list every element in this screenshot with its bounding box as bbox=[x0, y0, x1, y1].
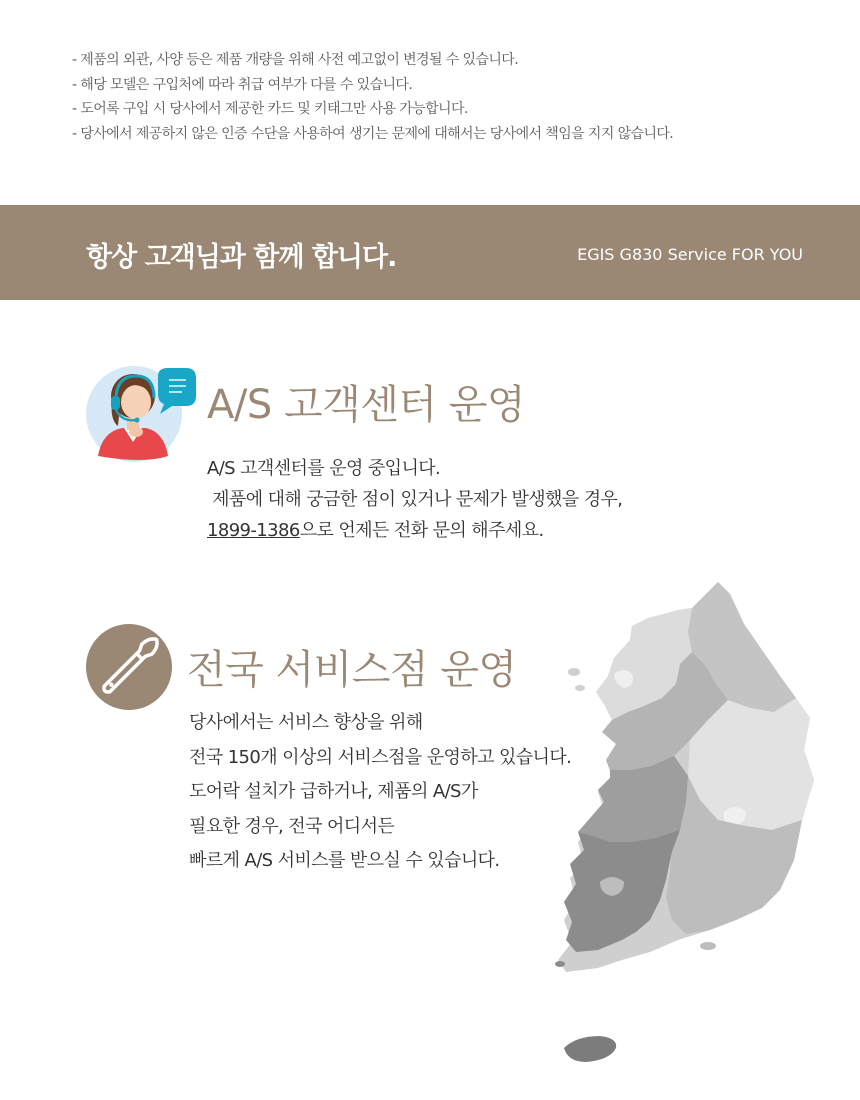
service-points-line: 필요한 경우, 전국 어디서든 bbox=[189, 815, 395, 837]
service-points-line: 당사에서는 서비스 향상을 위해 bbox=[189, 712, 423, 733]
phone-number[interactable]: 1899-1386 bbox=[207, 520, 300, 541]
notice-item: - 해당 모델은 구입처에 따라 취급 여부가 다를 수 있습니다. bbox=[72, 76, 413, 93]
notice-item: - 도어록 구입 시 당사에서 제공한 카드 및 키태그만 사용 가능합니다. bbox=[72, 101, 468, 117]
service-points-line: 전국 150개 이상의 서비스점을 운영하고 있습니다. bbox=[189, 746, 572, 768]
customer-center-line-suffix: 으로 언제든 전화 문의 해주세요. bbox=[299, 520, 544, 541]
service-points-line: 도어락 설치가 급하거나, 제품의 A/S가 bbox=[189, 781, 478, 802]
banner-subtitle: EGIS G830 Service FOR YOU bbox=[577, 245, 803, 264]
customer-center-description bbox=[207, 453, 767, 546]
customer-center-line: A/S 고객센터를 운영 중입니다. bbox=[207, 458, 441, 479]
notice-item: - 제품의 외관, 사양 등은 제품 개량을 위해 사전 예고없이 변경될 수 있습니다. bbox=[72, 52, 519, 68]
customer-center-line: 제품에 대해 궁금한 점이 있거나 문제가 발생했을 경우, bbox=[207, 489, 623, 510]
service-points-description bbox=[189, 706, 669, 879]
service-banner bbox=[0, 205, 860, 300]
notice-item: - 당사에서 제공하지 않은 인증 수단을 사용하여 생기는 문제에 대해서는 당사에서 책임을 지지 않습니다. bbox=[72, 125, 674, 142]
service-points-title: 전국 서비스점 운영 bbox=[187, 647, 517, 693]
wrench-icon bbox=[86, 624, 172, 710]
service-points-line: 빠르게 A/S 서비스를 받으실 수 있습니다. bbox=[189, 850, 500, 871]
customer-center-title: A/S 고객센터 운영 bbox=[207, 382, 525, 428]
notice-list bbox=[72, 48, 832, 146]
customer-service-agent-icon bbox=[84, 362, 200, 466]
customer-center-line bbox=[207, 515, 767, 546]
banner-title: 항상 고객님과 함께 합니다. bbox=[86, 242, 397, 273]
